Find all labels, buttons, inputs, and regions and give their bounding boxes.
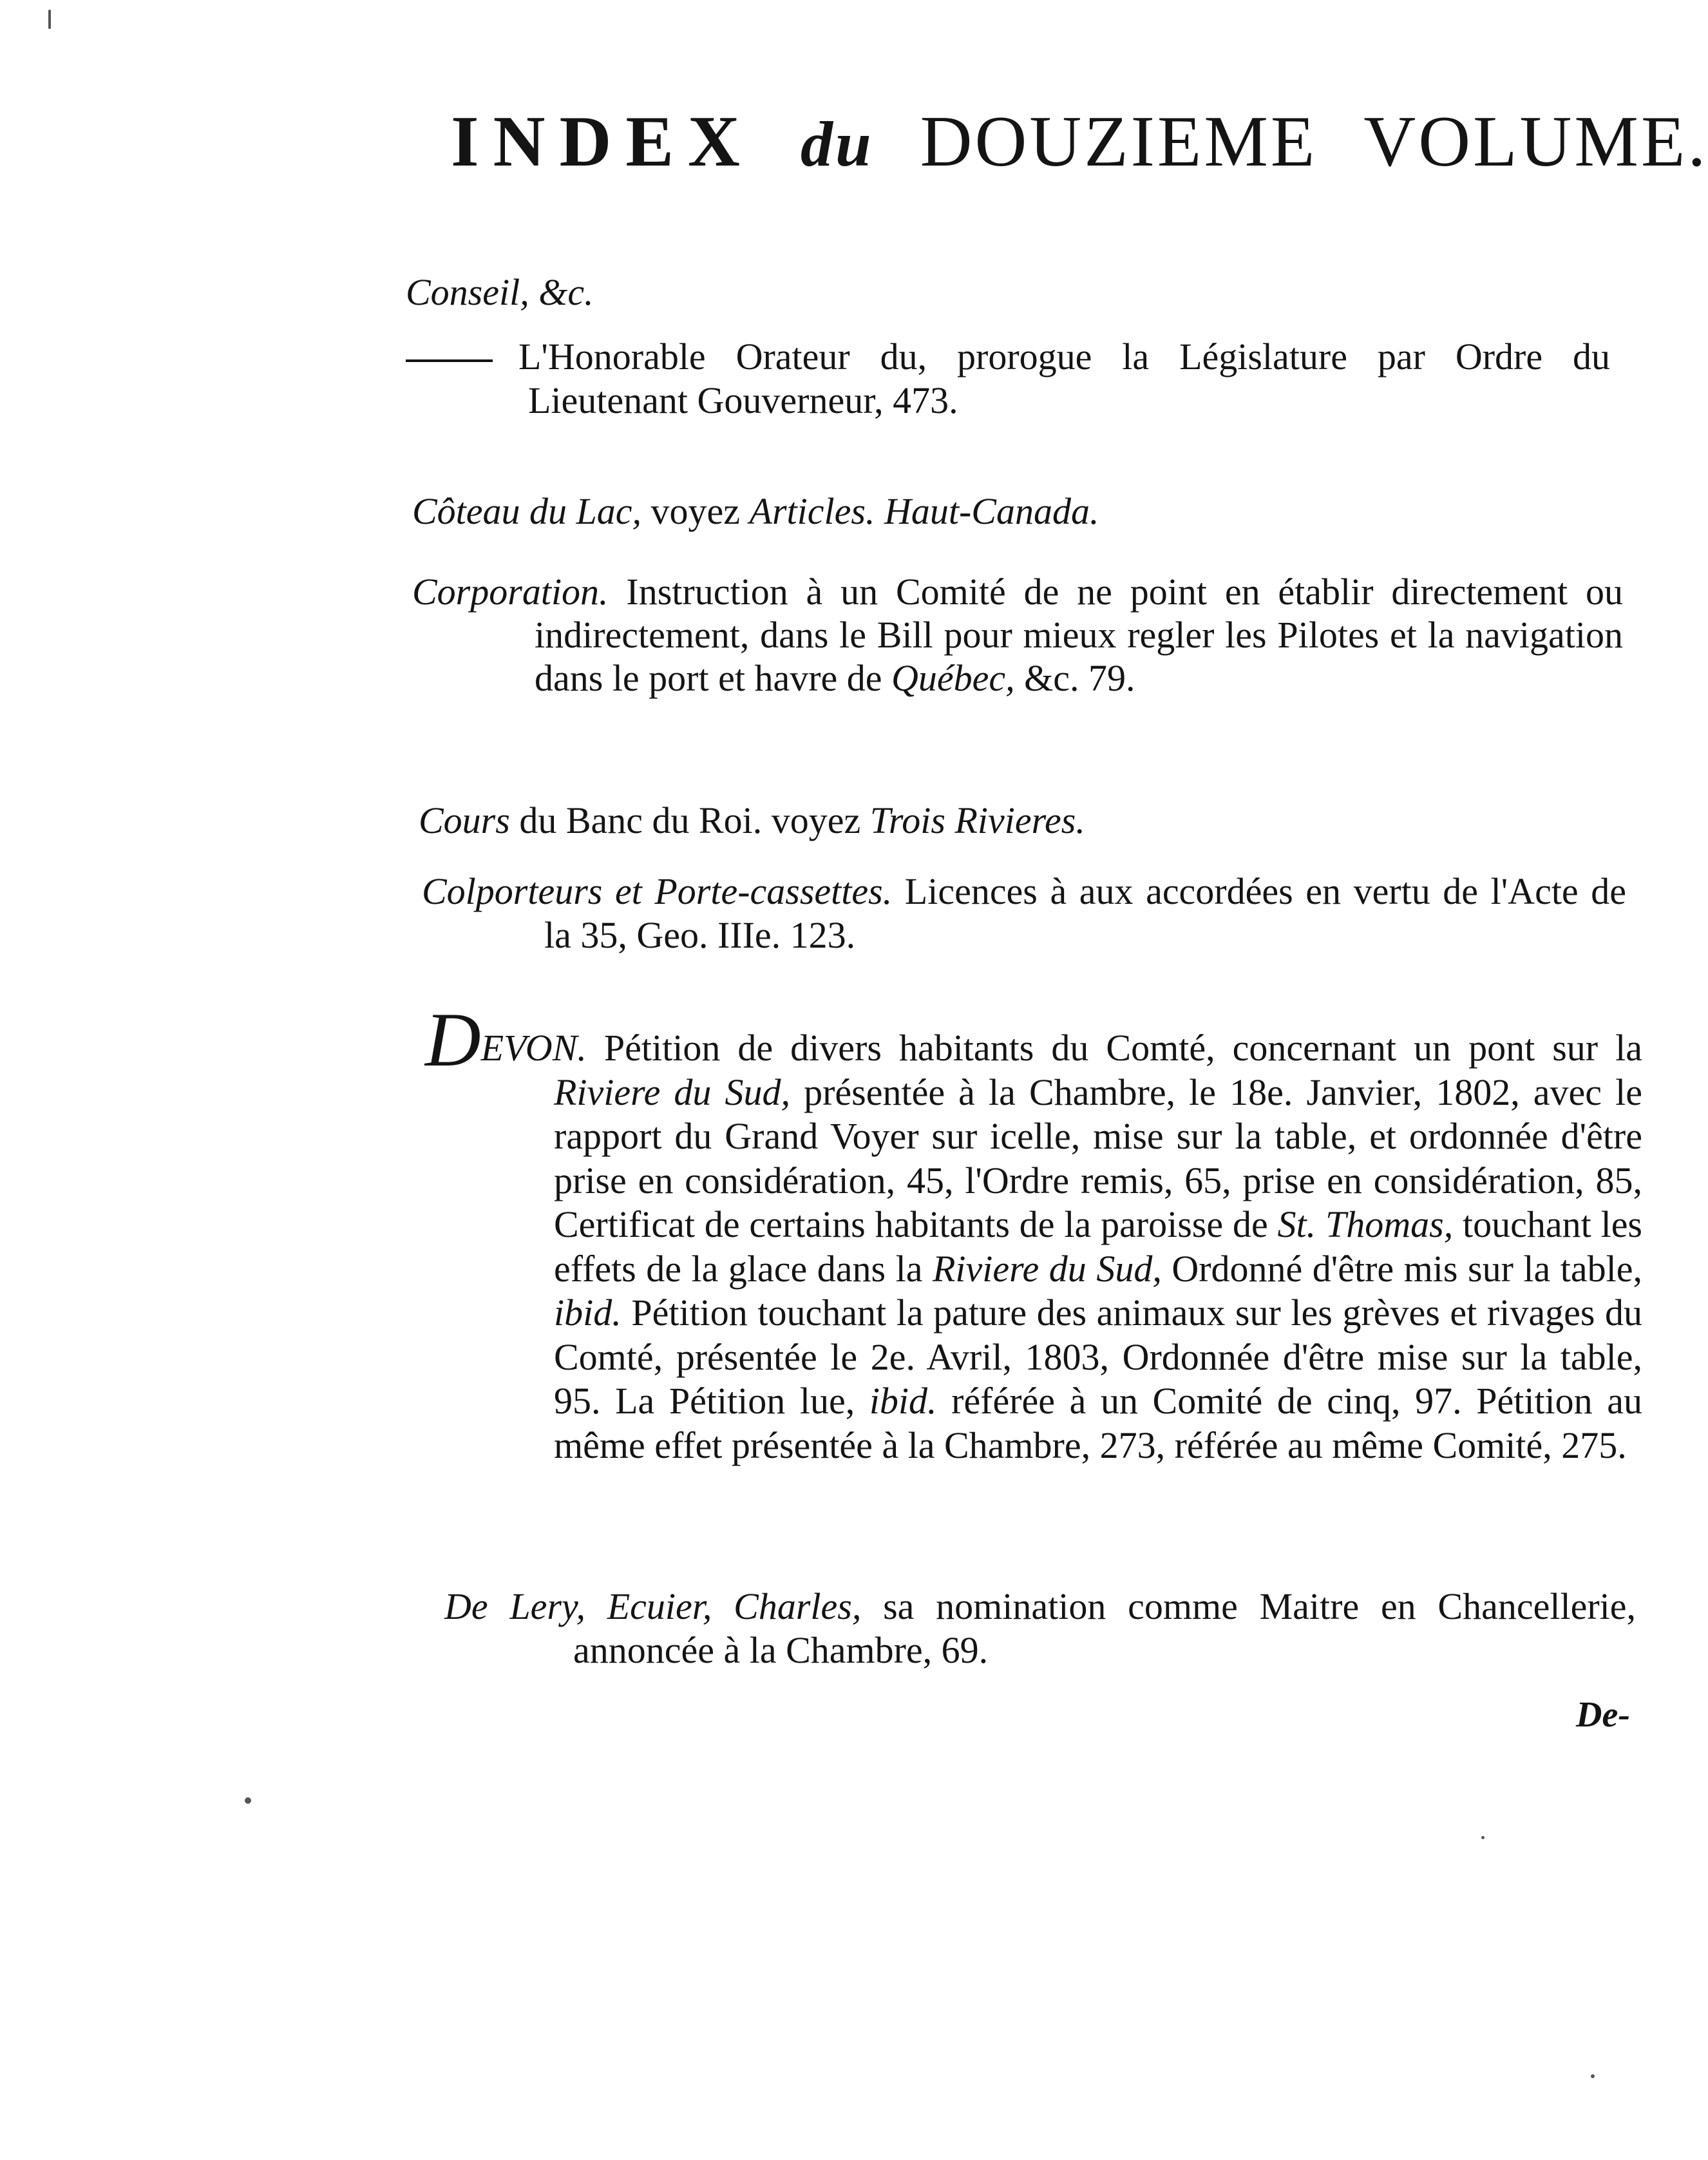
entry-text: touchant les effets de la glace dans la: [554, 1203, 1643, 1290]
entry-text: Pétition touchant la pature des animaux sur les grèves et rivages du Comté, présentée le 2e. Avril, 1803, Ordonnée d'être mise sur la table, 95. La Pétition lue,: [554, 1292, 1642, 1422]
title-douzieme: DOUZIEME: [920, 102, 1318, 182]
title-du: du: [800, 108, 874, 180]
scan-speck: [1591, 2074, 1595, 2078]
entry-term: Côteau du Lac,: [412, 490, 642, 532]
entry-text: Pétition de divers habitants du Comté, concernant un pont sur la: [586, 1027, 1642, 1069]
entry-text: [875, 490, 884, 532]
entry-term: Colporteurs et Porte-cassettes.: [422, 870, 893, 912]
entry-corporation: [412, 570, 1623, 700]
entry-term: Cours: [419, 799, 510, 841]
entry-term: Conseil, &c.: [406, 271, 594, 313]
entry-devon: [425, 997, 1643, 1467]
entry-ref: Trois Rivieres.: [869, 799, 1085, 841]
entry-ref: Riviere du Sud,: [554, 1071, 790, 1113]
entry-ref: Haut-Canada.: [884, 490, 1099, 532]
entry-ref: Articles.: [749, 490, 875, 532]
entry-text: Instruction à un Comité de ne point en établir directement ou indirectement, dans le Bill pour mieux regler les Pilotes et la navigation dans le port et havre de: [535, 571, 1623, 699]
entry-text: Ordonné d'être mis sur la table,: [1161, 1247, 1642, 1290]
entry-orateur: [406, 335, 1610, 423]
entry-conseil: [406, 271, 1623, 314]
entry-text: voyez: [641, 490, 750, 532]
entry-ref: Riviere du Sud,: [932, 1247, 1162, 1290]
entry-term: Corporation.: [412, 571, 609, 613]
entry-coteau: [412, 490, 1629, 533]
entry-ref: ibid.: [869, 1380, 937, 1422]
entry-ref: St. Thomas,: [1277, 1203, 1454, 1245]
scan-speck: [1481, 1836, 1485, 1839]
entry-cours: [419, 799, 1636, 843]
scan-speck: [245, 1797, 251, 1804]
entry-text: L'Honorable Orateur du, prorogue la Législature par Ordre du Lieutenant Gouverneur, 473.: [518, 336, 1610, 421]
title-volume: VOLUME.: [1363, 102, 1708, 182]
entry-term: EVON.: [480, 1027, 587, 1069]
entry-text: Licences à aux accordées en vertu de l'Acte de la 35, Geo. IIIe. 123.: [544, 870, 1626, 956]
drop-cap: D: [425, 997, 481, 1082]
entry-text: référée à un Comité de cinq, 97. Pétition au même effet présentée à la Chambre, 273, référée au même Comité, 275.: [554, 1380, 1642, 1466]
entry-colporteurs: [422, 870, 1626, 957]
entry-text: sa nomination comme Maitre en Chancellerie, annoncée à la Chambre, 69.: [573, 1585, 1636, 1671]
page-title: [451, 97, 1708, 189]
entry-text: &c. 79.: [1014, 657, 1135, 699]
title-index: INDEX: [451, 102, 754, 182]
catchword: De-: [1576, 1695, 1630, 1735]
entry-ref: Québec,: [891, 657, 1015, 699]
entry-ref: ibid.: [554, 1292, 622, 1333]
entry-delery: [444, 1585, 1636, 1672]
em-dash-rule: [406, 359, 493, 362]
scan-speck: [48, 10, 51, 29]
entry-term: De Lery, Ecuier, Charles,: [444, 1585, 862, 1627]
entry-text: présentée à la Chambre, le 18e. Janvier, 1802, avec le rapport du Grand Voyer sur icelle, mise sur la table, et ordonnée d'être prise en considération, 45, l'Ordre remis, 65, prise en considération, 85, Certificat de certains habitants de la paroisse de: [554, 1071, 1642, 1245]
entry-text: du Banc du Roi. voyez: [509, 799, 870, 841]
